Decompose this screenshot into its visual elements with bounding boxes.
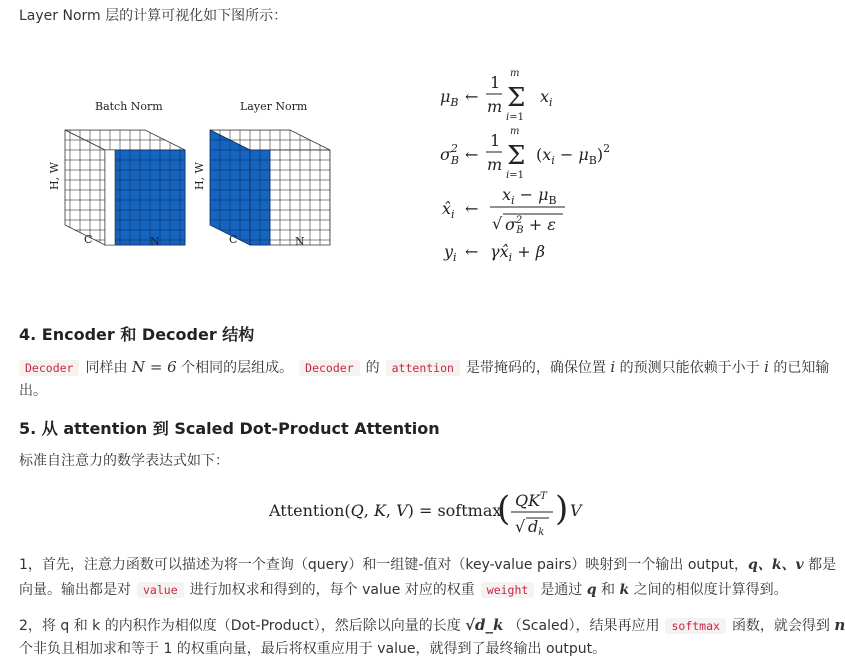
text: 进行加权求和得到的，每个 value 对应的权重 — [189, 582, 475, 598]
svg-text:1: 1 — [490, 73, 501, 92]
svg-text:γx̂i + β: $\gamma x̂_i + \beta$ — [490, 242, 545, 264]
svg-text:√: √ — [515, 517, 526, 536]
batch-axis-n: N — [150, 235, 160, 248]
math-i: i — [610, 358, 616, 376]
svg-text:x̂i: $x̂_i$ — [442, 199, 455, 221]
svg-text:QKT: $QK^T$ — [515, 491, 547, 510]
svg-text:1: 1 — [490, 131, 501, 150]
batch-norm-cube — [65, 130, 185, 245]
text: 是带掩码的，确保位置 — [465, 360, 606, 376]
code-attention: attention — [386, 360, 460, 376]
text: （Scaled），结果再应用 — [507, 618, 660, 634]
text: 向量。输出都是对 — [19, 582, 131, 598]
svg-text:Σ: Σ — [507, 83, 526, 113]
batch-axis-c: C — [84, 233, 93, 246]
svg-text:xi − μB: $x_i - \mu_B$ — [502, 185, 557, 207]
svg-text:xi: $x_i$ — [540, 87, 553, 109]
section-4-paragraph-end: 出。 — [19, 383, 47, 399]
text: 函数，就会得到 — [731, 618, 830, 634]
text: 的预测只能依赖于小于 — [619, 360, 760, 376]
layer-norm-title: Layer Norm — [240, 100, 308, 113]
svg-text:←: ← — [465, 242, 479, 261]
svg-text:←: ← — [465, 199, 479, 218]
section-4-heading: 4. Encoder 和 Decoder 结构 — [19, 325, 255, 344]
code-decoder: Decoder — [299, 360, 359, 376]
svg-text:σ2B: $\sigma^2$ B — [440, 142, 460, 167]
math-n: n — [834, 616, 845, 634]
layer-norm-formulas — [430, 62, 640, 268]
layer-axis-n: N — [295, 235, 305, 248]
layer-axis-c: C — [229, 233, 238, 246]
svg-text:V: V — [570, 501, 582, 520]
text: 同样由 — [85, 360, 128, 376]
section-4-paragraph — [19, 356, 829, 379]
svg-text:m: m — [487, 155, 503, 174]
intro-text: Layer Norm 层的计算可视化如下图所示： — [19, 8, 288, 24]
section-5-heading: 5. 从 attention 到 Scaled Dot-Product Attention — [19, 419, 440, 438]
paragraph-1-line-2 — [19, 579, 788, 601]
text: 的 — [365, 360, 380, 376]
section-5-intro: 标准自注意力的数学表达式如下： — [19, 453, 229, 469]
svg-text:yi: $y_i$ — [444, 242, 457, 264]
text: 和 — [601, 582, 616, 598]
svg-text:dk: dk — [528, 517, 545, 538]
svg-text:): ) — [555, 489, 569, 529]
text: 1，首先，注意力函数可以描述为将一个查询（query）和一组键-值对（key-value pairs）映射到一个输出 output， — [19, 557, 749, 573]
batch-norm-title: Batch Norm — [95, 100, 163, 113]
code-value: value — [137, 582, 184, 598]
math-sqrt-dk: √d_k — [465, 616, 504, 634]
attention-equation — [265, 486, 595, 538]
paragraph-2-line-1 — [19, 614, 845, 637]
layer-axis-hw: H, W — [193, 162, 206, 190]
text: 个相同的层组成。 — [181, 360, 294, 376]
layer-norm-cube — [210, 130, 330, 245]
text: 之间的相似度计算得到。 — [633, 582, 788, 598]
paragraph-2-line-2: 个非负且相加求和等于 1 的权重向量，最后将权重应用于 value，就得到了最终输出 output。 — [19, 641, 607, 657]
svg-text:m: m — [510, 126, 520, 137]
code-decoder: Decoder — [19, 360, 79, 376]
math-q: q — [586, 582, 597, 598]
svg-text:Σ: Σ — [507, 141, 526, 171]
paragraph-1-line-1 — [19, 554, 836, 576]
text: 是通过 — [540, 582, 583, 598]
svg-text:(xi − μB)2: $(x_i - \mu_B)^2$ — [536, 142, 611, 167]
svg-text:σ2B + ε: $\sigma^2$ B + ε — [505, 215, 556, 236]
text: 的已知输 — [773, 360, 830, 376]
svg-text:i=1: i=1 — [506, 112, 524, 123]
batch-axis-hw: H, W — [48, 162, 61, 190]
svg-text:√: √ — [492, 214, 503, 233]
norm-figure — [30, 90, 350, 260]
math-k: k — [619, 582, 630, 598]
svg-text:m: m — [487, 97, 503, 116]
svg-text:←: ← — [465, 87, 479, 106]
code-weight: weight — [481, 582, 535, 598]
math-i: i — [764, 358, 769, 376]
svg-text:i=1: i=1 — [506, 170, 524, 181]
math-n-equals-6: N = 6 — [131, 358, 177, 376]
code-softmax: softmax — [665, 618, 725, 634]
math-qkv: q、k、v — [748, 557, 804, 573]
svg-text:μB: $\mu_B$ — [440, 87, 459, 109]
svg-text:←: ← — [465, 145, 479, 164]
svg-text:Attention(Q, K, V) = softmax: Attention(Q, K, V) = softmax — [269, 501, 502, 520]
svg-text:(: ( — [497, 489, 511, 529]
svg-text:m: m — [510, 68, 520, 79]
text: 都是 — [808, 557, 837, 573]
text: 2，将 q 和 k 的内积作为相似度（Dot-Product），然后除以向量的长度 — [19, 618, 461, 634]
